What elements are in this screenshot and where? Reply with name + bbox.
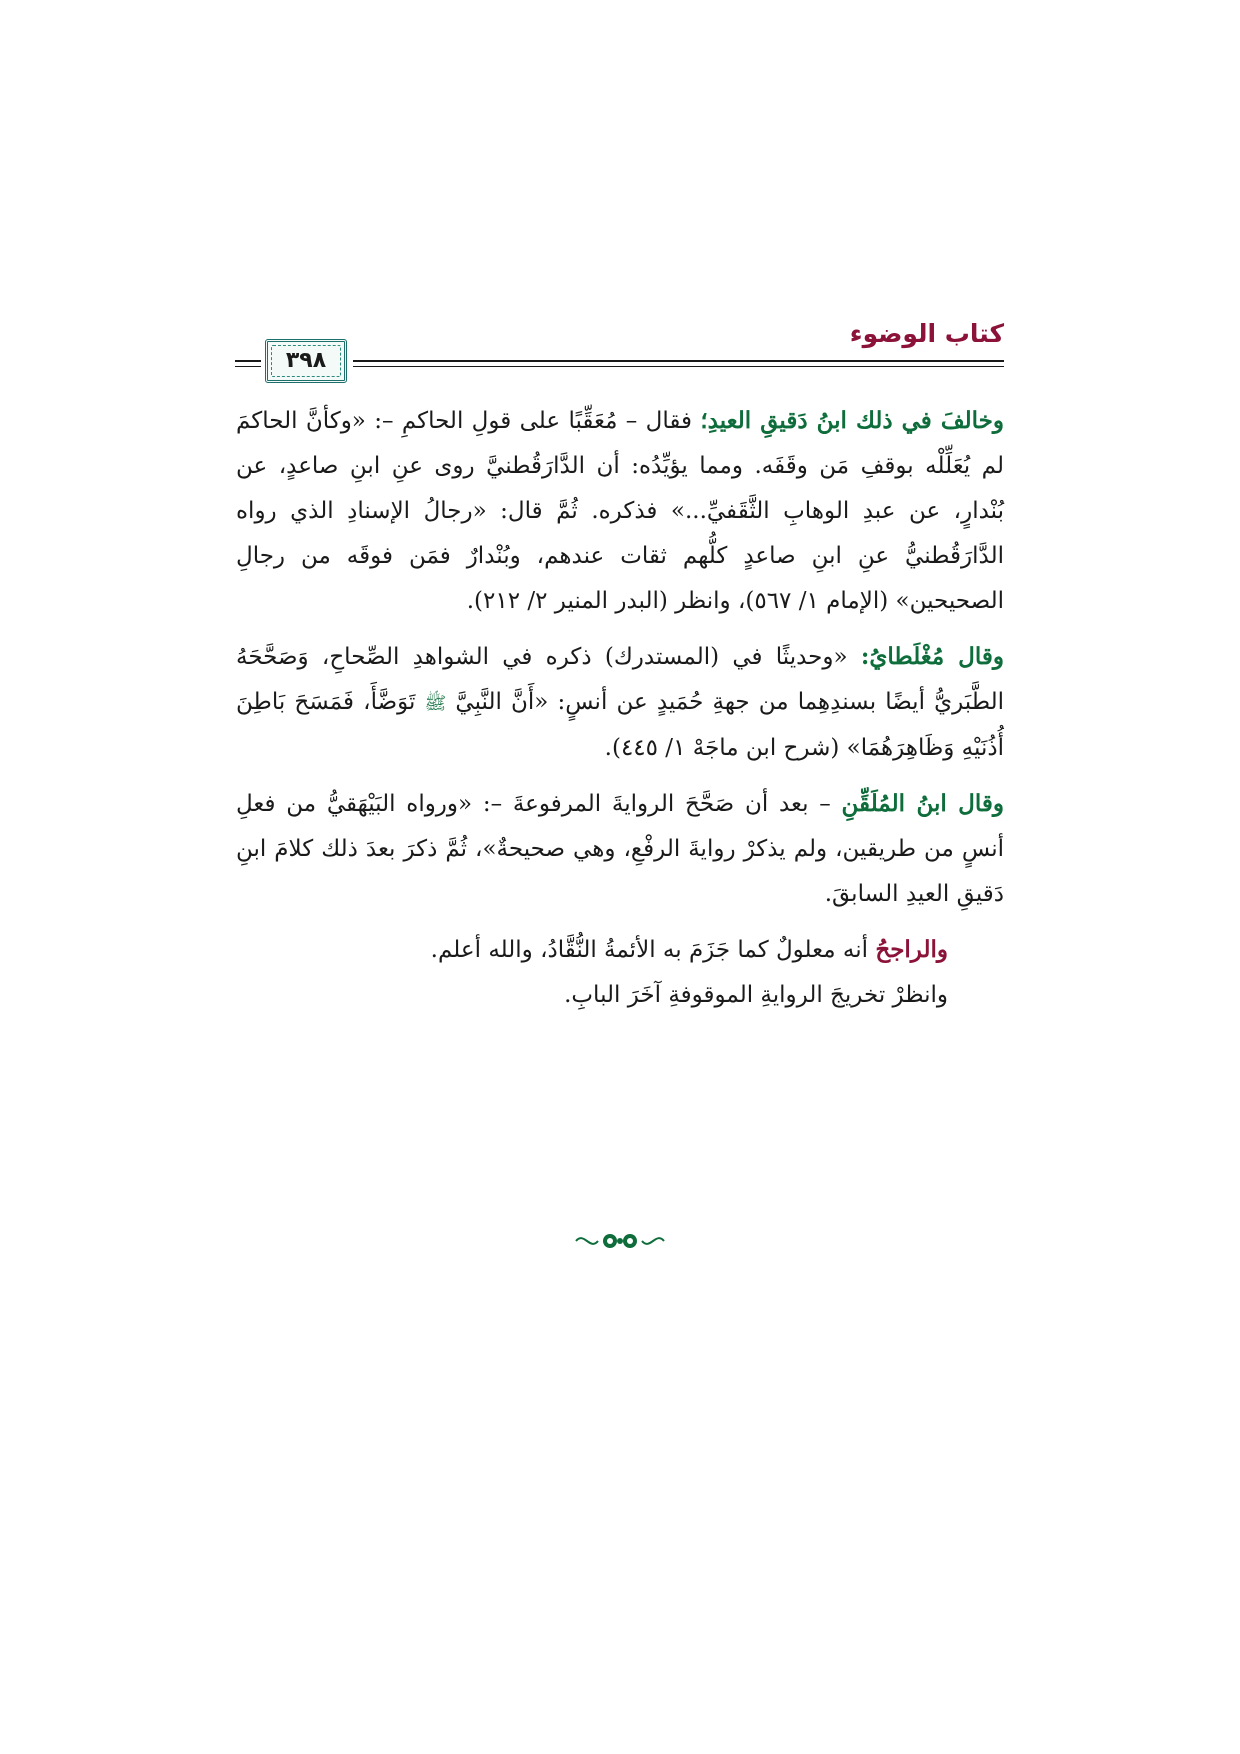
paragraph-text: وانظرْ تخريجَ الروايةِ الموقوفةِ آخَرَ البابِ. [564, 982, 948, 1008]
header-rule-top [353, 360, 1004, 362]
paragraph-text-continued: تَوَضَّأَ، فَمَسَحَ بَاطِنَ أُذُنَيْهِ وَظَاهِرَهُمَا» (شرح ابن ماجَهْ ١/ ٤٤٥). [236, 689, 1004, 761]
paragraph-text: «وحديثًا في (المستدرك) ذكره في الشواهدِ الصِّحاحِ، وَصَحَّحَهُ الطَّبَريُّ أيضًا بسندِهِما من جهةِ حُمَيدٍ عن أنسٍ: «أَنَّ النَّبِيَّ [236, 644, 1005, 715]
page-header [235, 318, 1004, 390]
paragraph-mughlatay [236, 634, 1004, 771]
paragraph-lead: وخالفَ في ذلك ابنُ دَقيقِ العيدِ؛ [700, 407, 1004, 434]
paragraph-text: فقال – مُعَقِّبًا على قولِ الحاكمِ –: «وكأنَّ الحاكمَ لم يُعَلِّلْه بوقفِ مَن وقَفَه. ومما يؤيِّدُه: أن الدَّارَقُطنيَّ روى عنِ ابنِ صاعدٍ، عن بُنْدارٍ، عن عبدِ الوهابِ الثَّقَفيِّ...» فذكره. ثُمَّ قال: «رجالُ الإسنادِ الذي رواه الدَّارَقُطنيُّ عنِ ابنِ صاعدٍ كلُّهم ثقات عندهم، وبُنْدارٌ فمَن فوقَه من رجالِ الصحيحين» (الإمام ١/ ٥٦٧)، وانظر (البدر المنير ٢/ ٢١٢). [236, 408, 1004, 614]
salutation-glyph: ﷺ [424, 693, 447, 714]
paragraph-ibn-mulaqqin [236, 781, 1004, 917]
page-number: ٣٩٨ [285, 348, 327, 373]
header-rule-left-bottom [235, 366, 261, 367]
paragraph-lead: والراجحُ [875, 936, 948, 963]
paragraph-text: – بعد أن صَحَّحَ الروايةَ المرفوعةَ –: «ورواه البَيْهَقيُّ من فعلِ أنسٍ من طريقين، ولم يذكرْ روايةَ الرفْعِ، وهي صحيحةٌ»، ثُمَّ ذكرَ بعدَ ذلك كلامَ ابنِ دَقيقِ العيدِ السابقَ. [236, 791, 1004, 907]
paragraph-conclusion [236, 927, 1004, 973]
floral-divider-icon [570, 1226, 670, 1256]
paragraph-ibn-daqiq [236, 398, 1004, 624]
book-title: كتاب الوضوء [849, 319, 1004, 348]
paragraph-text: أنه معلولٌ كما جَزَمَ به الأئمةُ النُّقَّادُ، والله أعلم. [430, 937, 876, 963]
paragraph-lead: وقال مُغْلَطايُ: [860, 643, 1004, 670]
paragraph-see-also [236, 973, 1004, 1018]
header-rule-left-top [235, 360, 261, 362]
header-rule-bottom [353, 366, 1004, 367]
page-number-badge [265, 339, 347, 383]
page-body [236, 398, 1004, 1018]
paragraph-lead: وقال ابنُ المُلَقِّنِ [841, 790, 1005, 817]
